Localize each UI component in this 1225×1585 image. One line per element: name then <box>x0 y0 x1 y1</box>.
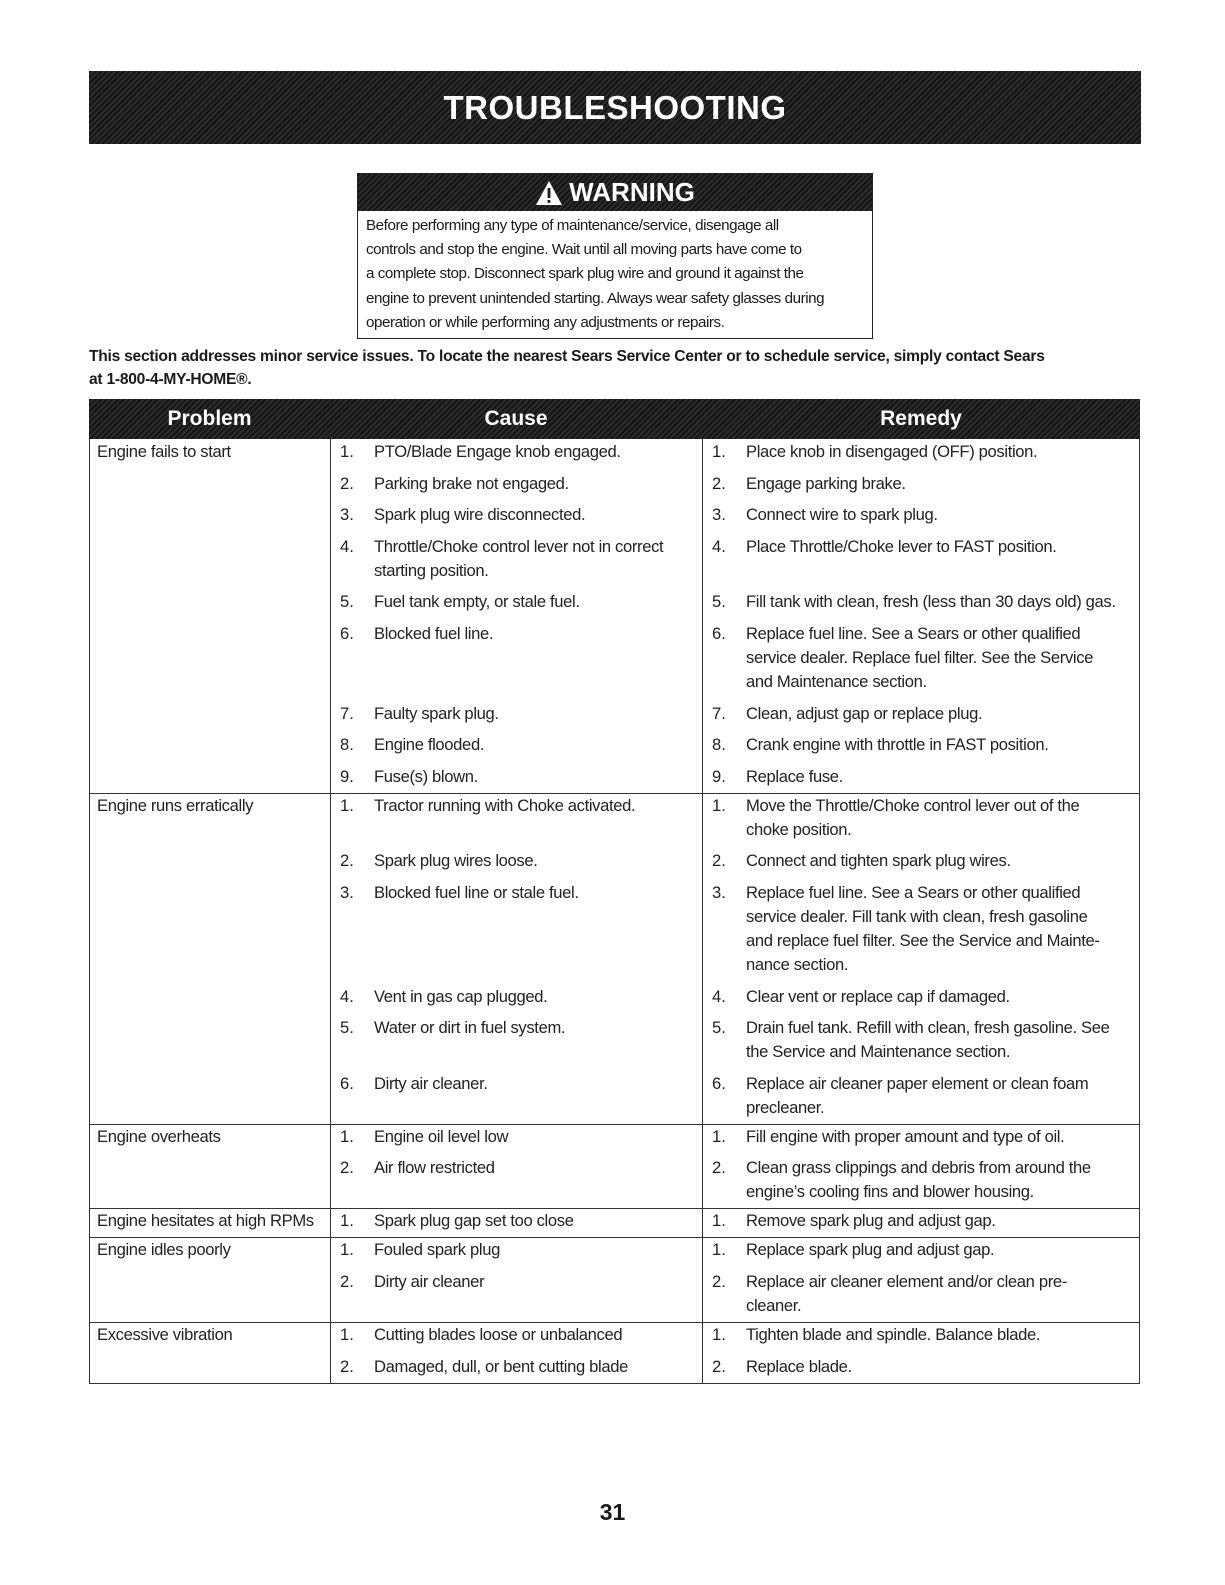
remedy-text: Place Throttle/Choke lever to FAST position. <box>746 536 1057 556</box>
cause-text: Dirty air cleaner <box>374 1272 485 1291</box>
problem-text: Engine fails to start <box>97 442 231 461</box>
table-header <box>89 399 1140 439</box>
cause-text: Dirty air cleaner. <box>374 1073 488 1093</box>
remedy-number: 7. <box>712 703 726 723</box>
cause-number: 3. <box>340 883 354 902</box>
cause-text: Engine oil level low <box>374 1126 509 1146</box>
cause-number: 2. <box>340 851 354 871</box>
cause-text: Tractor running with Choke activated. <box>374 795 636 815</box>
cause-text: Blocked fuel line or stale fuel. <box>374 883 579 902</box>
cause-number: 7. <box>340 703 354 723</box>
remedy-number: 1. <box>712 1126 726 1146</box>
remedy-text: Replace fuel line. See a Sears or other qualified <box>746 624 1081 643</box>
warning-line: controls and stop the engine. Wait until all moving parts have come to <box>366 241 802 259</box>
remedy-number: 5. <box>712 1018 726 1038</box>
cause-text: Fuse(s) blown. <box>374 766 478 786</box>
cause-text: Spark plug wire disconnected. <box>374 505 586 525</box>
remedy-text: Replace fuse. <box>746 766 843 786</box>
remedy-number: 1. <box>712 442 726 461</box>
cause-number: 1. <box>340 1325 354 1344</box>
remedy-number: 2. <box>712 1158 726 1178</box>
remedy-text: Engage parking brake. <box>746 473 906 493</box>
cause-number: 2. <box>340 1158 354 1178</box>
cause-number: 5. <box>340 1018 354 1038</box>
column-divider <box>330 439 331 1384</box>
warning-text <box>358 211 872 335</box>
cause-number: 4. <box>340 986 354 1006</box>
cause-text: Spark plug wires loose. <box>374 851 538 871</box>
remedy-number: 6. <box>712 624 726 643</box>
cause-text: starting position. <box>374 560 489 580</box>
cause-number: 4. <box>340 536 354 556</box>
cause-text: Engine flooded. <box>374 735 485 755</box>
intro-line: This section addresses minor service issues. To locate the nearest Sears Service Center or to schedule service, simply contact Sears <box>89 348 1045 365</box>
warning-box <box>357 173 873 339</box>
remedy-number: 1. <box>712 1240 726 1260</box>
remedy-text: Clean grass clippings and debris from around the <box>746 1158 1091 1178</box>
remedy-text: the Service and Maintenance section. <box>746 1042 1011 1062</box>
cause-number: 1. <box>340 1126 354 1146</box>
cause-number: 6. <box>340 624 354 643</box>
cause-number: 1. <box>340 1240 354 1260</box>
remedy-text: Remove spark plug and adjust gap. <box>746 1211 996 1231</box>
remedy-text: Replace air cleaner element and/or clean pre- <box>746 1272 1067 1291</box>
row-divider <box>89 1383 1140 1384</box>
warning-line: engine to prevent unintended starting. Always wear safety glasses during <box>366 289 825 307</box>
section-title: TROUBLESHOOTING <box>443 88 787 126</box>
remedy-text: Move the Throttle/Choke control lever out of the <box>746 795 1080 815</box>
cause-text: Blocked fuel line. <box>374 624 494 643</box>
warning-header <box>358 174 872 211</box>
remedy-text: Replace fuel line. See a Sears or other qualified <box>746 883 1081 902</box>
remedy-text: Fill engine with proper amount and type of oil. <box>746 1126 1065 1146</box>
cause-number: 6. <box>340 1073 354 1093</box>
cause-number: 8. <box>340 735 354 755</box>
cause-number: 2. <box>340 1272 354 1291</box>
remedy-text: Clear vent or replace cap if damaged. <box>746 986 1010 1006</box>
remedy-number: 3. <box>712 883 726 902</box>
page-number: 31 <box>599 1499 626 1525</box>
remedy-number: 9. <box>712 766 726 786</box>
cause-text: Water or dirt in fuel system. <box>374 1018 566 1038</box>
remedy-text: cleaner. <box>746 1296 802 1315</box>
remedy-number: 8. <box>712 735 726 755</box>
remedy-text: Tighten blade and spindle. Balance blade. <box>746 1325 1041 1344</box>
remedy-number: 2. <box>712 851 726 871</box>
warning-line: operation or while performing any adjustments or repairs. <box>366 313 725 331</box>
cause-text: Vent in gas cap plugged. <box>374 986 548 1006</box>
remedy-text: engine’s cooling fins and blower housing. <box>746 1182 1034 1202</box>
remedy-text: precleaner. <box>746 1097 825 1117</box>
cause-text: Parking brake not engaged. <box>374 473 569 493</box>
header-problem: Problem <box>167 407 252 430</box>
cause-number: 1. <box>340 1211 354 1231</box>
header-remedy: Remedy <box>880 407 962 430</box>
problem-text: Engine idles poorly <box>97 1240 231 1260</box>
cause-text: Faulty spark plug. <box>374 703 499 723</box>
cause-text: Cutting blades loose or unbalanced <box>374 1325 623 1344</box>
remedy-number: 6. <box>712 1073 726 1093</box>
warning-line: Before performing any type of maintenance/service, disengage all <box>366 217 779 234</box>
remedy-number: 5. <box>712 592 726 612</box>
remedy-number: 2. <box>712 1356 726 1376</box>
warning-line: a complete stop. Disconnect spark plug wire and ground it against the <box>366 265 804 283</box>
problem-text: Engine hesitates at high RPMs <box>97 1211 314 1231</box>
remedy-number: 1. <box>712 795 726 815</box>
remedy-number: 2. <box>712 1272 726 1291</box>
remedy-text: Replace spark plug and adjust gap. <box>746 1240 995 1260</box>
remedy-number: 3. <box>712 505 726 525</box>
table-border-right <box>1139 439 1140 1384</box>
cause-text: PTO/Blade Engage knob engaged. <box>374 442 621 461</box>
troubleshooting-table <box>89 399 1140 1384</box>
problem-text: Excessive vibration <box>97 1325 233 1344</box>
remedy-number: 2. <box>712 473 726 493</box>
cause-number: 5. <box>340 592 354 612</box>
remedy-text: choke position. <box>746 819 852 839</box>
table-border-left <box>89 439 90 1384</box>
cause-number: 1. <box>340 795 354 815</box>
remedy-text: Crank engine with throttle in FAST position. <box>746 735 1049 755</box>
warning-triangle-icon <box>535 180 563 206</box>
column-divider <box>702 439 703 1384</box>
header-cause: Cause <box>484 407 548 430</box>
warning-title: WARNING <box>569 177 695 207</box>
intro-paragraph <box>89 345 1149 391</box>
remedy-text: service dealer. Replace fuel filter. See the Service <box>746 648 1094 667</box>
remedy-number: 1. <box>712 1325 726 1344</box>
remedy-text: Fill tank with clean, fresh (less than 30 days old) gas. <box>746 592 1116 612</box>
remedy-text: service dealer. Fill tank with clean, fresh gasoline <box>746 907 1088 926</box>
remedy-text: Replace blade. <box>746 1356 852 1376</box>
cause-number: 1. <box>340 442 354 461</box>
remedy-text: nance section. <box>746 955 849 974</box>
remedy-text: Replace air cleaner paper element or clean foam <box>746 1073 1089 1093</box>
remedy-text: Place knob in disengaged (OFF) position. <box>746 442 1038 461</box>
cause-number: 2. <box>340 473 354 493</box>
section-banner <box>89 71 1141 144</box>
remedy-text: Drain fuel tank. Refill with clean, fresh gasoline. See <box>746 1018 1110 1038</box>
cause-text: Damaged, dull, or bent cutting blade <box>374 1356 628 1376</box>
cause-text: Throttle/Choke control lever not in correct <box>374 536 664 556</box>
remedy-text: and replace fuel filter. See the Service and Mainte- <box>746 931 1100 950</box>
cause-text: Fouled spark plug <box>374 1240 500 1260</box>
remedy-number: 1. <box>712 1211 726 1231</box>
cause-text: Fuel tank empty, or stale fuel. <box>374 592 580 612</box>
cause-text: Spark plug gap set too close <box>374 1211 574 1231</box>
cause-text: Air flow restricted <box>374 1158 495 1178</box>
remedy-text: Connect and tighten spark plug wires. <box>746 851 1011 871</box>
cause-number: 3. <box>340 505 354 525</box>
remedy-number: 4. <box>712 536 726 556</box>
remedy-text: Clean, adjust gap or replace plug. <box>746 703 983 723</box>
cause-number: 9. <box>340 766 354 786</box>
remedy-text: and Maintenance section. <box>746 672 927 691</box>
remedy-text: Connect wire to spark plug. <box>746 505 938 525</box>
remedy-number: 4. <box>712 986 726 1006</box>
problem-text: Engine overheats <box>97 1126 221 1146</box>
cause-number: 2. <box>340 1356 354 1376</box>
intro-line: at 1-800-4-MY-HOME®. <box>89 371 252 388</box>
problem-text: Engine runs erratically <box>97 795 254 815</box>
